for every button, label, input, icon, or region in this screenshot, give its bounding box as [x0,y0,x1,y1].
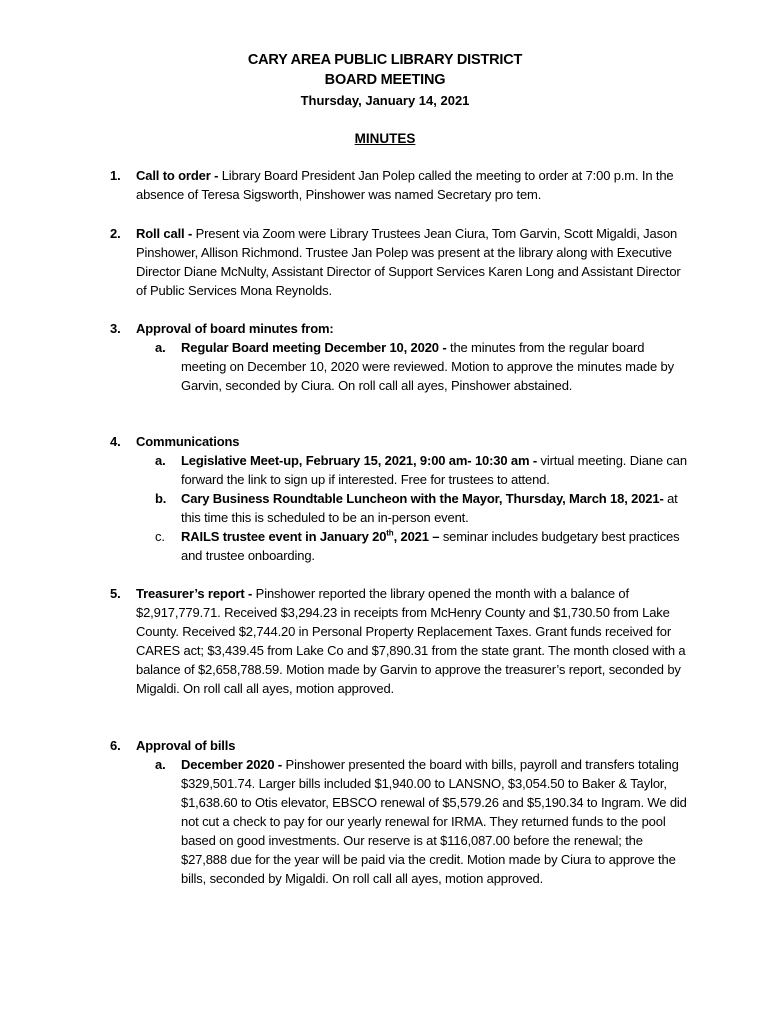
item-text: Library Board President Jan Polep called the meeting to order at 7:00 p.m. In the absence of Teresa Sigsworth, Pinshower was named Secretary pro tem. [136,168,674,202]
agenda-item-treasurers-report [110,584,690,698]
sub-item [155,338,690,395]
sub-item-text: at this time this is scheduled to be an in-person event. [181,491,678,525]
item-body [136,319,690,338]
sub-item-letter: b. [155,491,167,506]
sub-item-title: Regular Board meeting December 10, 2020 - [181,340,447,355]
meeting-title: BOARD MEETING [324,72,446,88]
item-body [136,166,690,204]
sub-item-title: December 2020 - [181,757,283,772]
item-body [136,584,690,698]
sub-item [155,527,690,565]
sub-item-title-end: , 2021 – [393,529,440,544]
item-title: Communications [136,434,240,449]
item-text: Present via Zoom were Library Trustees Jean Ciura, Tom Garvin, Scott Migaldi, Jason Pinshower, Allison Richmond. Trustee Jan Polep was present at the library along with Executive Director Diane McNulty, Assistant Director of Support Services Karen Long and Assistant Director of Public Services Mona Reynolds. [136,226,681,298]
sub-item-letter: a. [155,453,166,468]
sub-item [155,489,690,527]
sub-item [155,755,690,888]
sub-item-body [181,338,690,395]
item-number: 1. [110,168,121,183]
item-body [136,432,690,451]
item-number: 5. [110,586,121,601]
sub-item-body [181,755,690,888]
agenda-item-approval-of-bills [110,736,690,888]
item-number: 3. [110,321,121,336]
item-number: 4. [110,434,121,449]
agenda-item-communications [110,432,690,565]
item-number: 2. [110,226,121,241]
item-title: Approval of bills [136,738,236,753]
meeting-date: Thursday, January 14, 2021 [300,93,470,108]
sub-item [155,451,690,489]
sub-item-body [181,489,690,527]
sub-item-body [181,527,690,565]
item-number: 6. [110,738,121,753]
agenda-item-call-to-order [110,166,690,204]
sub-item-letter: c. [155,529,165,544]
item-body [136,736,690,755]
sub-item-text: the minutes from the regular board meeting on December 10, 2020 were reviewed. Motion to approve the minutes made by Garvin, seconded by Ciura. On roll call all ayes, Pinshower abstained. [181,340,674,393]
org-title: CARY AREA PUBLIC LIBRARY DISTRICT [247,52,523,68]
item-title: Treasurer’s report - [136,586,253,601]
sub-item-title: Legislative Meet-up, February 15, 2021, 9:00 am- 10:30 am - [181,453,538,468]
ordinal-suffix: th [386,528,394,538]
sub-item-body [181,451,690,489]
item-title: Call to order - [136,168,219,183]
item-text: Pinshower reported the library opened the month with a balance of $2,917,779.71. Received $3,294.23 in receipts from McHenry County and $1,730.50 from Lake County. Received $2,744.20 in Personal Property Replacement Taxes. Grant funds received for CARES act; $3,439.45 from Lake Co and $7,890.31 from the state grant. The month closed with a balance of $2,658,788.59. Motion made by Garvin to approve the treasurer’s report, seconded by Migaldi. On roll call all ayes, motion approved. [136,586,686,696]
sub-item-title [181,529,439,544]
sub-item-letter: a. [155,340,166,355]
sub-item-title: Cary Business Roundtable Luncheon with the Mayor, Thursday, March 18, 2021- [181,491,664,506]
sub-item-text: virtual meeting. Diane can forward the link to sign up if interested. Free for trustees to attend. [181,453,687,487]
item-title: Approval of board minutes from: [136,321,334,336]
section-heading: MINUTES [354,131,416,146]
item-title: Roll call - [136,226,193,241]
agenda-item-approval-of-minutes [110,319,690,395]
agenda-item-roll-call [110,224,690,300]
sub-item-title-main: RAILS trustee event in January 20 [181,529,387,544]
sub-item-letter: a. [155,757,166,772]
sub-item-text: seminar includes budgetary best practices and trustee onboarding. [181,529,680,563]
sub-item-text: Pinshower presented the board with bills, payroll and transfers totaling $329,501.74. Larger bills included $1,940.00 to LANSNO, $3,054.50 to Baker & Taylor, $1,638.60 to Otis elevator, EBSCO renewal of $5,579.26 and $5,190.34 to Ingram. We did not cut a check to pay for our yearly renewal for IRMA. They returned funds to the pool based on good investments. Our reserve is at $116,087.00 before the renewal; the $27,888 due for the year will be paid via the credit. Motion made by Ciura to approve the bills, seconded by Migaldi. On roll call all ayes, motion approved. [181,757,687,886]
item-body [136,224,690,300]
